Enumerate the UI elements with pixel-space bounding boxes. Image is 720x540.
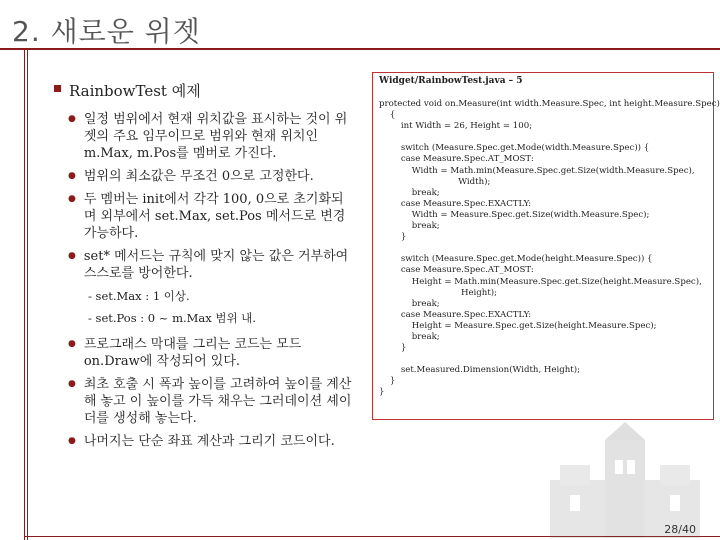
bullet-text: 범위의 최소값은 무조건 0으로 고정한다. xyxy=(83,169,314,184)
main-bullet-text: RainbowTest 예제 xyxy=(69,82,201,100)
bullet-text: 두 멤버는 init에서 각각 100, 0으로 초기화되며 외부에서 set.Max, set.Pos 메서드로 변경 가능하다. xyxy=(83,192,346,241)
sub-bullet-list xyxy=(88,288,354,326)
dot-bullet-icon: ● xyxy=(68,436,76,446)
code-listing-title: Widget/RainbowTest.java – 5 xyxy=(379,76,523,86)
main-bullet xyxy=(54,80,354,101)
bullet-column xyxy=(54,80,354,456)
sub-bullet-text: - set.Max : 1 이상. xyxy=(88,289,190,303)
frame-left-rule xyxy=(24,48,25,540)
dot-bullet-icon: ● xyxy=(68,194,76,204)
code-listing-box xyxy=(372,72,720,420)
bullet-item xyxy=(68,111,354,162)
square-bullet-icon xyxy=(54,85,61,92)
university-building-watermark-icon xyxy=(530,420,720,538)
bullet-text: set* 메서드는 규칙에 맞지 않는 값은 거부하여 스스로를 방어한다. xyxy=(83,249,349,281)
frame-top-rule xyxy=(0,48,720,50)
slide-title: 2. 새로운 위젯 xyxy=(12,15,201,48)
bullet-text: 최초 호출 시 폭과 높이를 고려하여 높이를 계산해 놓고 이 높이를 가득 채우는 그러데이션 셰이더를 생성해 놓는다. xyxy=(83,377,352,426)
bullet-item xyxy=(68,376,354,427)
bullet-text: 프로그래스 막대를 그리는 코드는 모드 on.Draw에 작성되어 있다. xyxy=(83,337,302,369)
bullet-item xyxy=(68,248,354,282)
bullet-item xyxy=(68,191,354,242)
dot-bullet-icon: ● xyxy=(68,339,76,349)
bullet-item xyxy=(68,336,354,370)
page-number: 28/40 xyxy=(664,523,696,536)
dot-bullet-icon: ● xyxy=(68,251,76,261)
code-listing-body: protected void on.Measure(int width.Measure.Spec, int height.Measure.Spec) { int Width = 26, Height = 100; switch (Measure.Spec.get.Mode(width.Measure.Spec)) { case Measure.Spec.AT_MOST: Width = Math.min(Measure.Spec.get.Size(width.Measure.Spec), Width); break; case Measure.Spec.EXACTLY: Width = Measure.Spec.get.Size(width.Measure.Spec); break; } switch (Measure.Spec.get.Mode(height.Measure.Spec)) { case Measure.Spec.AT_MOST: Height = Math.min(Measure.Spec.get.Size(height.Measure.Spec), Height); break; case Measure.Spec.EXACTLY: Height = Measure.Spec.get.Size(height.Measure.Spec); break; } set.Measured.Dimension(Width, Height); } } xyxy=(379,99,720,398)
dot-bullet-icon: ● xyxy=(68,171,76,181)
dot-bullet-icon: ● xyxy=(68,114,76,124)
bullet-text: 일정 범위에서 현재 위치값을 표시하는 것이 위젯의 주요 임무이므로 범위와 현재 위치인 m.Max, m.Pos를 멤버로 가진다. xyxy=(83,112,348,161)
frame-left-rule-inner xyxy=(27,48,28,540)
dot-bullet-icon: ● xyxy=(68,379,76,389)
sub-bullet-text: - set.Pos : 0 ~ m.Max 범위 내. xyxy=(88,311,257,325)
bullet-text: 나머지는 단순 좌표 계산과 그리기 코드이다. xyxy=(83,434,335,449)
bullet-item xyxy=(68,433,354,450)
bullet-item xyxy=(68,168,354,185)
